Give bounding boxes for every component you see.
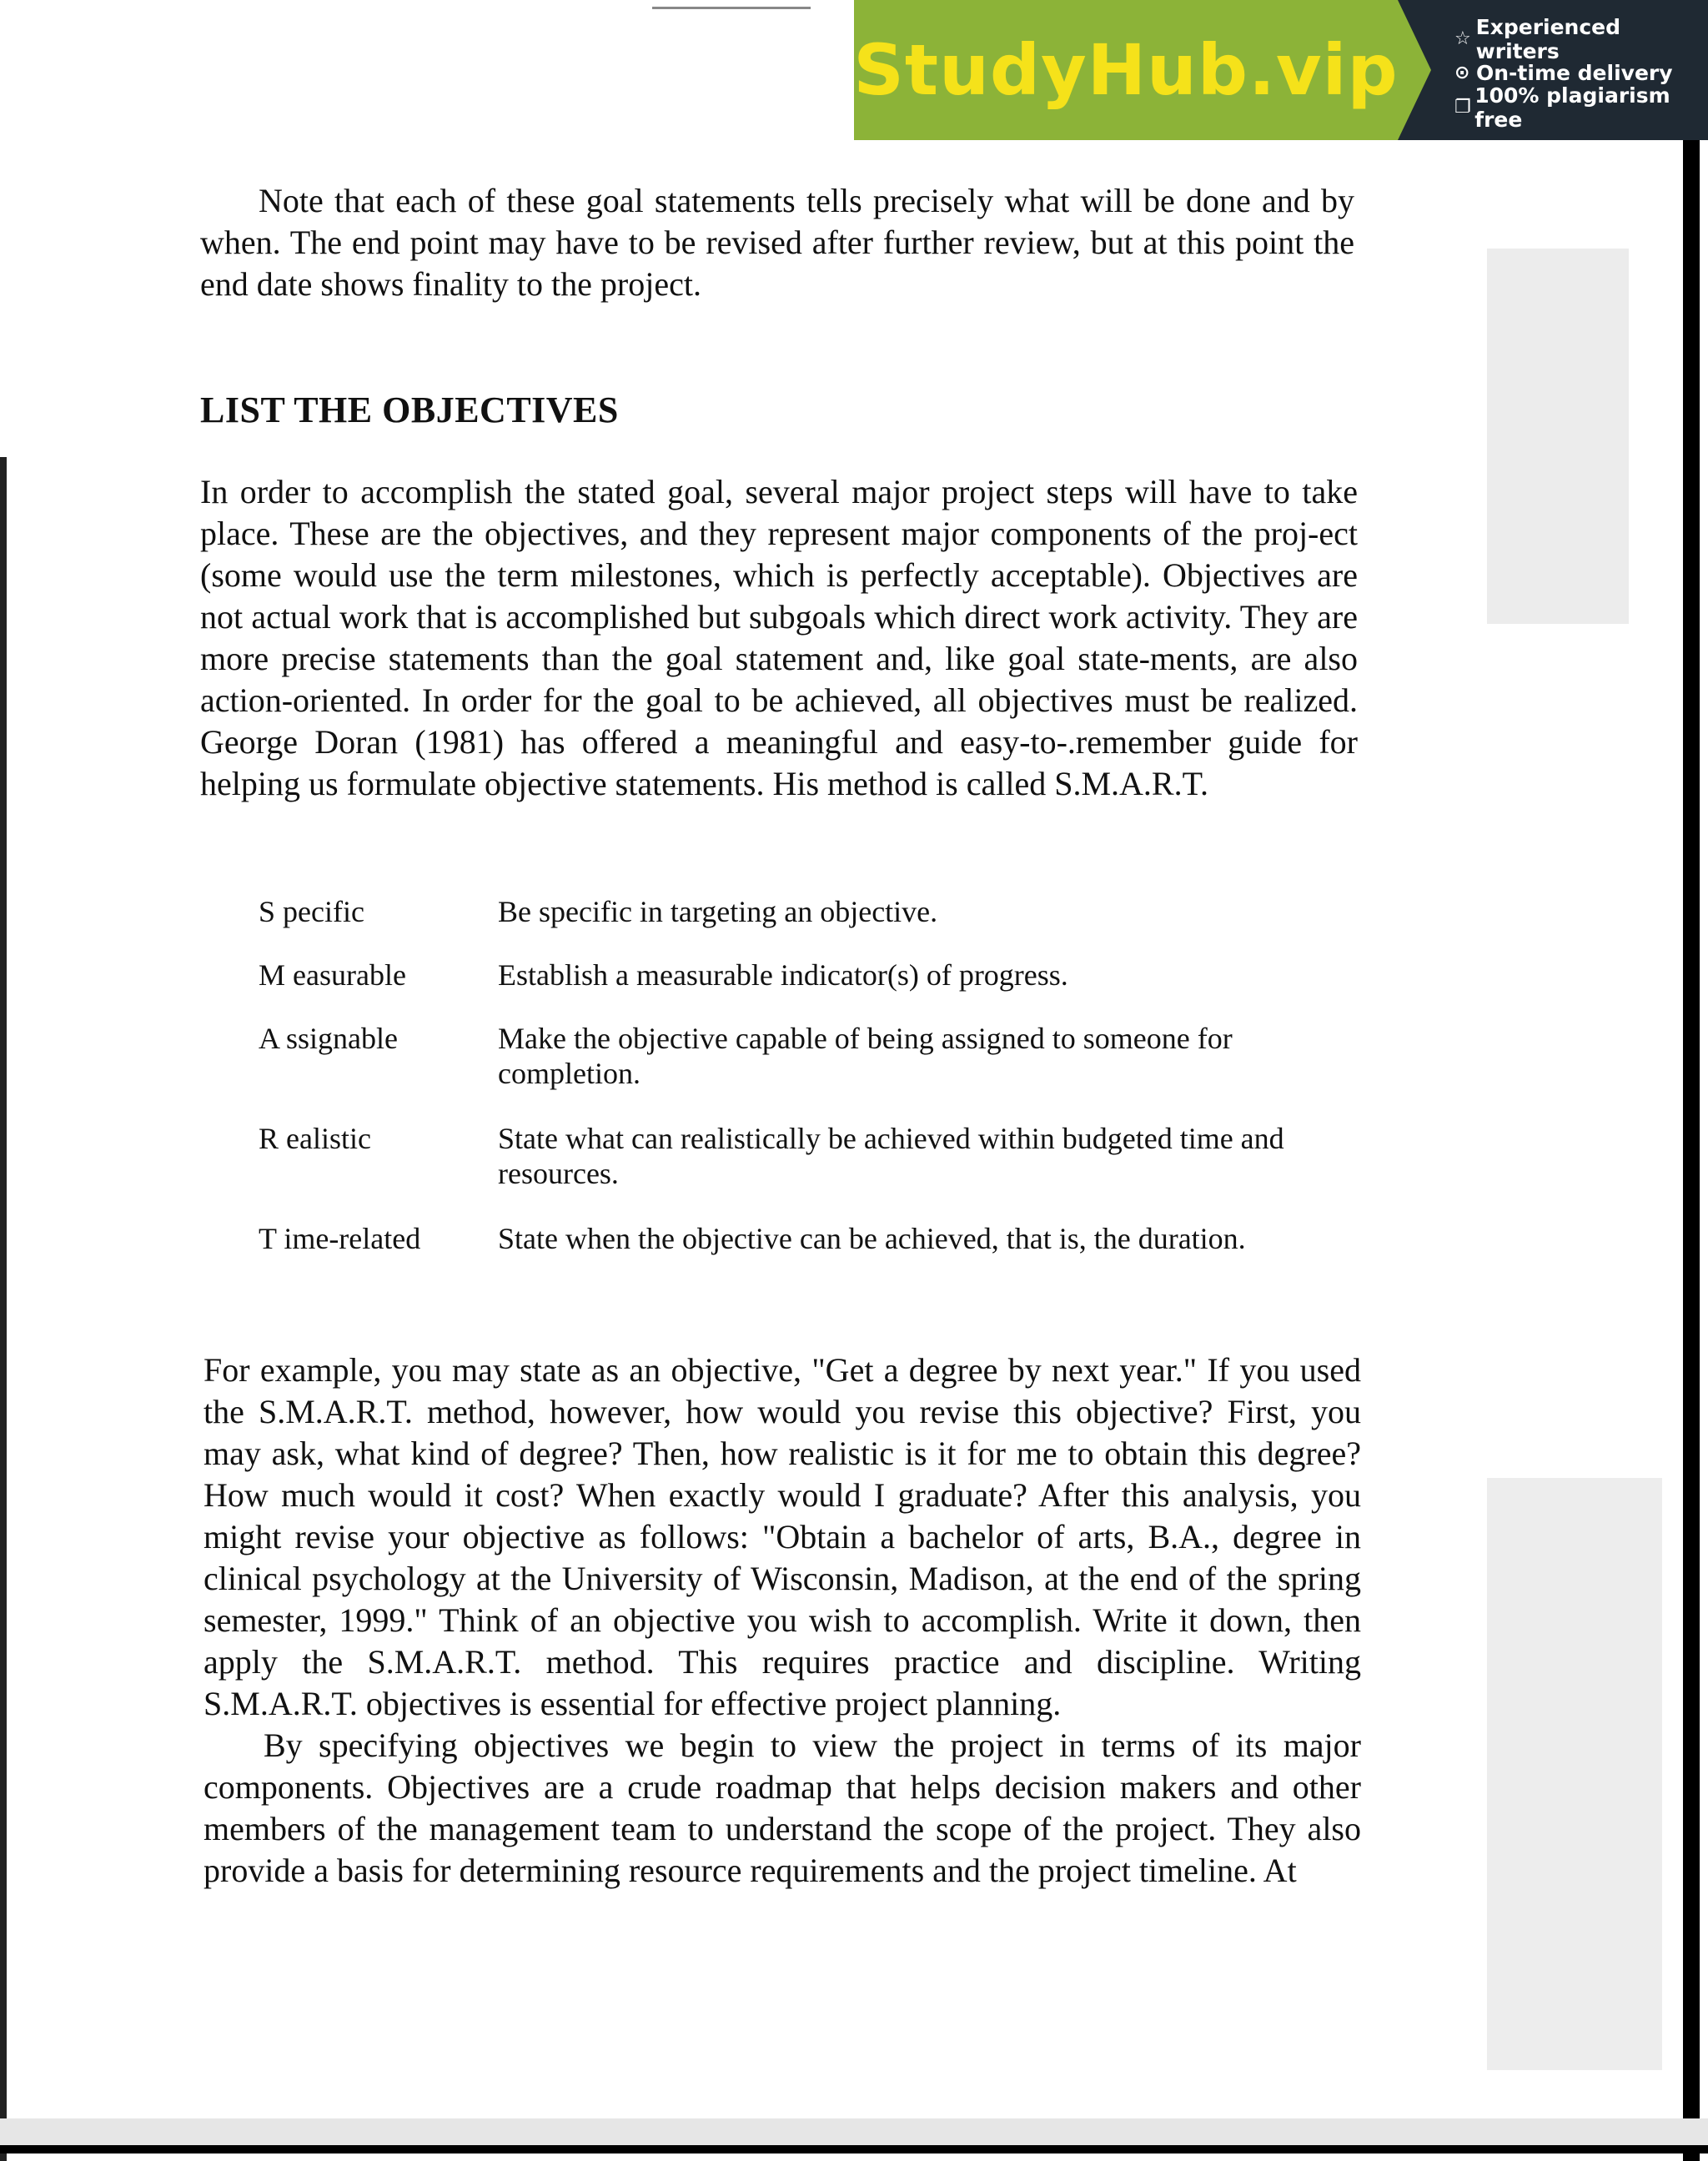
feature-text: On-time delivery bbox=[1476, 61, 1673, 85]
smart-term: T ime-related bbox=[259, 1222, 421, 1255]
scan-top-rule bbox=[652, 7, 811, 9]
smart-item bbox=[259, 957, 1307, 993]
smart-description: State what can realistically be achieved within budgeted time and resources. bbox=[498, 1122, 1284, 1190]
smart-description: Establish a measurable indicator(s) of progress. bbox=[498, 958, 1068, 992]
smart-description: State when the objective can be achieved, that is, the duration. bbox=[498, 1222, 1246, 1255]
closing-paragraph: By specifying objectives we begin to view the project in terms of its major components. Objectives are a crude roadmap that helps decision makers and other members of the management team to understand the scope of the project. They also provide a basis for determining resource requirements and the project timeline. At bbox=[203, 1726, 1361, 1889]
feature-item bbox=[1454, 83, 1708, 132]
scan-right-edge bbox=[1683, 138, 1700, 2161]
section-heading: LIST THE OBJECTIVES bbox=[200, 389, 619, 430]
scan-left-edge bbox=[0, 457, 7, 2161]
smart-description: Make the objective capable of being assigned to someone for completion. bbox=[498, 1022, 1233, 1090]
intro-paragraph: Note that each of these goal statements tells precisely what will be done and by when. The end point may have to be revised after further review, but at this point the end date shows finality to the project. bbox=[200, 182, 1354, 303]
studyhub-logo[interactable] bbox=[854, 0, 1398, 140]
scan-shadow-lower bbox=[1487, 1478, 1662, 2070]
smart-item bbox=[259, 1121, 1307, 1191]
feature-text: Experienced writers bbox=[1475, 14, 1621, 63]
feature-item bbox=[1454, 14, 1708, 63]
smart-term: S pecific bbox=[259, 895, 364, 928]
feature-text: 100% plagiarism free bbox=[1474, 83, 1670, 132]
document-icon: ❐ bbox=[1454, 97, 1471, 118]
studyhub-banner[interactable] bbox=[854, 0, 1708, 140]
smart-description: Be specific in targeting an objective. bbox=[498, 895, 938, 928]
objectives-paragraph: In order to accomplish the stated goal, several major project steps will have to take place. These are the objectives, and they represent major components of the proj-ect (some would use the term milestones, which is perfectly acceptable). Objectives are not actual work that is accomplished but subgoals which direct work activity. They are more precise statements than the goal statement and, like goal state-ments, are also action-oriented. In order for the goal to be achieved, all objectives must be realized. George Doran (1981) has offered a meaningful and easy-to-.remember guide for helping us formulate objective statements. His method is called S.M.A.R.T. bbox=[200, 473, 1358, 802]
scan-bottom-shadow bbox=[0, 2118, 1708, 2145]
banner-features bbox=[1398, 0, 1708, 140]
example-paragraph: For example, you may state as an objective, "Get a degree by next year." If you used the S.M.A.R.T. method, however, how would you revise this objective? First, you may ask, what kind of degree? Then, how realistic is it for me to obtain this degree? How much would it cost? When exactly would I graduate? After this analysis, you might revise your objective as follows: "Obtain a bachelor of arts, B.A., degree in clinical psychology at the University of Wisconsin, Madison, at the end of the spring semester, 1999." Think of an objective you wish to accomplish. Write it down, then apply the S.M.A.R.T. method. This requires practice and discipline. Writing S.M.A.R.T. objectives is essential for effective project planning. bbox=[203, 1351, 1361, 1722]
clock-icon: ⊙ bbox=[1454, 63, 1470, 83]
logo-text: StudyHub.vip bbox=[853, 29, 1399, 111]
scan-bottom-edge bbox=[0, 2145, 1708, 2153]
smart-term: R ealistic bbox=[259, 1122, 371, 1155]
star-icon: ☆ bbox=[1454, 28, 1471, 49]
smart-item bbox=[259, 1221, 1307, 1256]
scan-shadow-upper bbox=[1487, 249, 1629, 624]
smart-item bbox=[259, 1021, 1307, 1091]
smart-term: M easurable bbox=[259, 958, 406, 992]
smart-item bbox=[259, 894, 1307, 929]
smart-term: A ssignable bbox=[259, 1022, 398, 1055]
